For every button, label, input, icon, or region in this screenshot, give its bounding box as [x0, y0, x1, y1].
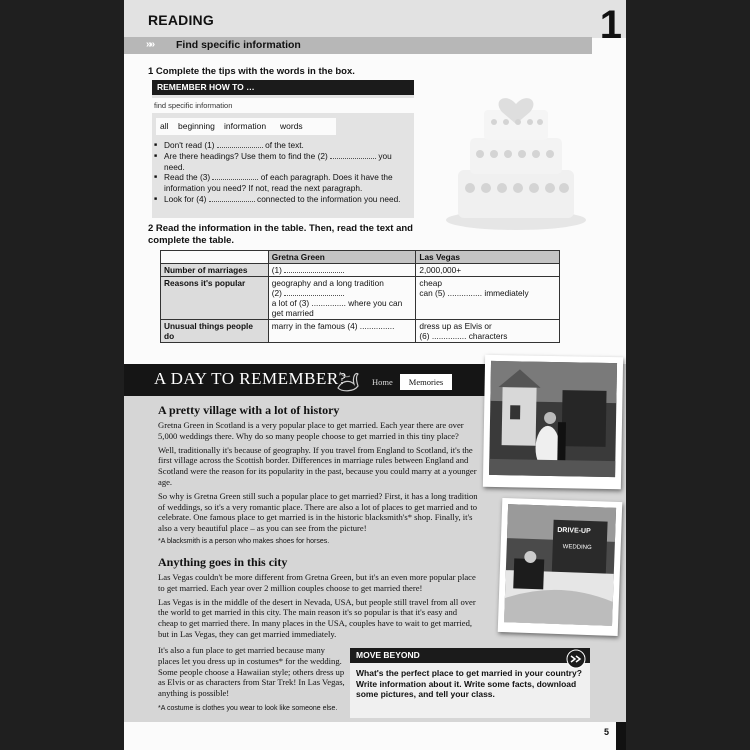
- comparison-table: [160, 250, 560, 343]
- article-title: A DAY TO REMEMBER?: [154, 369, 347, 388]
- remember-title: REMEMBER HOW TO …: [157, 82, 255, 92]
- exercise-2-instruction: 2 Read the information in the table. Then, read the text and complete the table.: [148, 223, 413, 246]
- nav-home-link[interactable]: Home: [372, 377, 393, 387]
- article-header-bar: [124, 364, 490, 396]
- table-cell: marry in the famous (4) ...............: [268, 320, 416, 343]
- section-title: READING: [148, 12, 214, 28]
- sign-text: WEDDING: [562, 544, 592, 552]
- tip-item: ■ Read the (3) of each paragraph. Does it have the information you need? If not, read the next paragraph.: [164, 172, 410, 194]
- chevron-right-icon: »»: [146, 39, 154, 50]
- text-line: places let you dress up in costumes* for the wedding.: [158, 655, 342, 666]
- move-beyond-text: What's the perfect place to get married in your country? Write information about it. Write some facts, download some pictures, and tell your class.: [356, 668, 582, 700]
- article-body-vegas: [158, 572, 478, 643]
- tip-item: ■ Look for (4) connected to the information you need.: [164, 194, 410, 205]
- table-header-cell: Las Vegas: [416, 251, 560, 264]
- word-box: [156, 118, 336, 135]
- row-label: Reasons it's popular: [161, 277, 269, 320]
- table-cell: dress up as Elvis or (6) ............... characters: [416, 320, 560, 343]
- page-edge-tab: [616, 722, 626, 750]
- row-label: Unusual things people do: [161, 320, 269, 343]
- move-beyond-box: [350, 648, 590, 718]
- tips-list: [164, 140, 410, 205]
- text-line: It's also a fun place to get married because many: [158, 645, 325, 655]
- table-header-row: [161, 251, 560, 264]
- tip-item: ■ Are there headings? Use them to find the (2) you need.: [164, 151, 410, 173]
- swan-icon: [332, 366, 362, 394]
- move-beyond-title: MOVE BEYOND: [356, 650, 420, 660]
- remember-box: [152, 80, 414, 218]
- article-heading-vegas: Anything goes in this city: [158, 555, 288, 569]
- table-header-cell: Gretna Green: [268, 251, 416, 264]
- table-row: [161, 320, 560, 343]
- wedding-cake-illustration: [436, 70, 596, 240]
- gretna-green-photo: [483, 355, 623, 489]
- footnote-blacksmith: *A blacksmith is a person who makes shoes for horses.: [158, 538, 330, 545]
- tip-item: ■ Don't read (1) of the text.: [164, 140, 410, 151]
- exercise-1-instruction: 1 Complete the tips with the words in the box.: [148, 66, 355, 77]
- remember-bar: [152, 80, 414, 95]
- paragraph: Gretna Green in Scotland is a very popular place to get married. Each year there are over 5,000 weddings there. Why do so many people choose to get married in this tiny place?: [158, 420, 464, 441]
- page-number: 5: [604, 727, 610, 737]
- textbook-page: [124, 0, 626, 750]
- double-arrow-icon: [566, 649, 586, 669]
- answer-blank[interactable]: [330, 151, 376, 159]
- move-beyond-bar: [350, 648, 590, 663]
- text-line: Some people choose a Hawaiian style; others dress up: [158, 666, 345, 677]
- table-cell: geography and a long tradition (2) a lot of (3) ............... where you can get married: [268, 277, 416, 320]
- nav-memories-tab[interactable]: Memories: [400, 374, 452, 390]
- answer-blank[interactable]: [284, 265, 344, 273]
- table-row: [161, 264, 560, 277]
- word-information: information: [224, 121, 267, 131]
- skill-bar: [124, 37, 592, 54]
- article-body-costumes: [158, 645, 352, 699]
- row-label: Number of marriages: [161, 264, 269, 277]
- paragraph: Las Vegas is in the middle of the desert in Nevada, USA, but people still travel from all over the world to get married in this city. The main reason it's so popular is that it's easy and cheap to get married there. In many places in the USA, couples have to wait to get married, but in Las Vegas, they can get married immediately.: [158, 596, 476, 639]
- text-line: as Elvis or as characters from Star Trek! In Las Vegas,: [158, 677, 345, 688]
- word-beginning: beginning: [178, 121, 215, 131]
- word-all: all: [160, 121, 169, 131]
- article-body-gretna: [158, 420, 478, 537]
- remember-subtitle: [152, 98, 414, 113]
- answer-blank[interactable]: [284, 288, 344, 296]
- table-row: [161, 277, 560, 320]
- las-vegas-photo: [498, 498, 623, 636]
- skill-title: Find specific information: [176, 39, 301, 51]
- answer-blank[interactable]: [217, 140, 263, 148]
- paragraph: Well, traditionally it's because of geography. If you travel from England to Scotland, it's the first village across the Scottish border. Differences in marriage rules between England and Scotland were the reason for its popularity in the past, because you could marry at a younger age.: [158, 444, 477, 487]
- answer-blank[interactable]: [212, 172, 258, 180]
- remember-subtitle-text: find specific information: [154, 101, 233, 110]
- word-words: words: [280, 121, 303, 131]
- answer-blank[interactable]: [209, 194, 255, 202]
- table-cell: cheap can (5) ............... immediately: [416, 277, 560, 320]
- table-cell: 2,000,000+: [416, 264, 560, 277]
- text-line: anything is possible!: [158, 688, 230, 699]
- footnote-costume: *A costume is clothes you wear to look like someone else.: [158, 705, 338, 712]
- sign-text: DRIVE-UP: [557, 526, 591, 536]
- table-cell: (1): [268, 264, 416, 277]
- paragraph: Las Vegas couldn't be more different from Gretna Green, but it's an even more popular place to get married. Each year over 2 million couples choose to get married there!: [158, 572, 476, 593]
- article-heading-gretna: A pretty village with a lot of history: [158, 403, 340, 417]
- unit-number: 1: [599, 3, 622, 47]
- table-header-cell: [161, 251, 269, 264]
- paragraph: So why is Gretna Green still such a popular place to get married? First, it has a long tradition of weddings, so it's a very romantic place. There are also a lot of places to get married and to celebrate. One famous place to get married is in the historic blacksmith's* shop. Finally, it's also a very beautiful place – as you can see from the picture!: [158, 490, 478, 534]
